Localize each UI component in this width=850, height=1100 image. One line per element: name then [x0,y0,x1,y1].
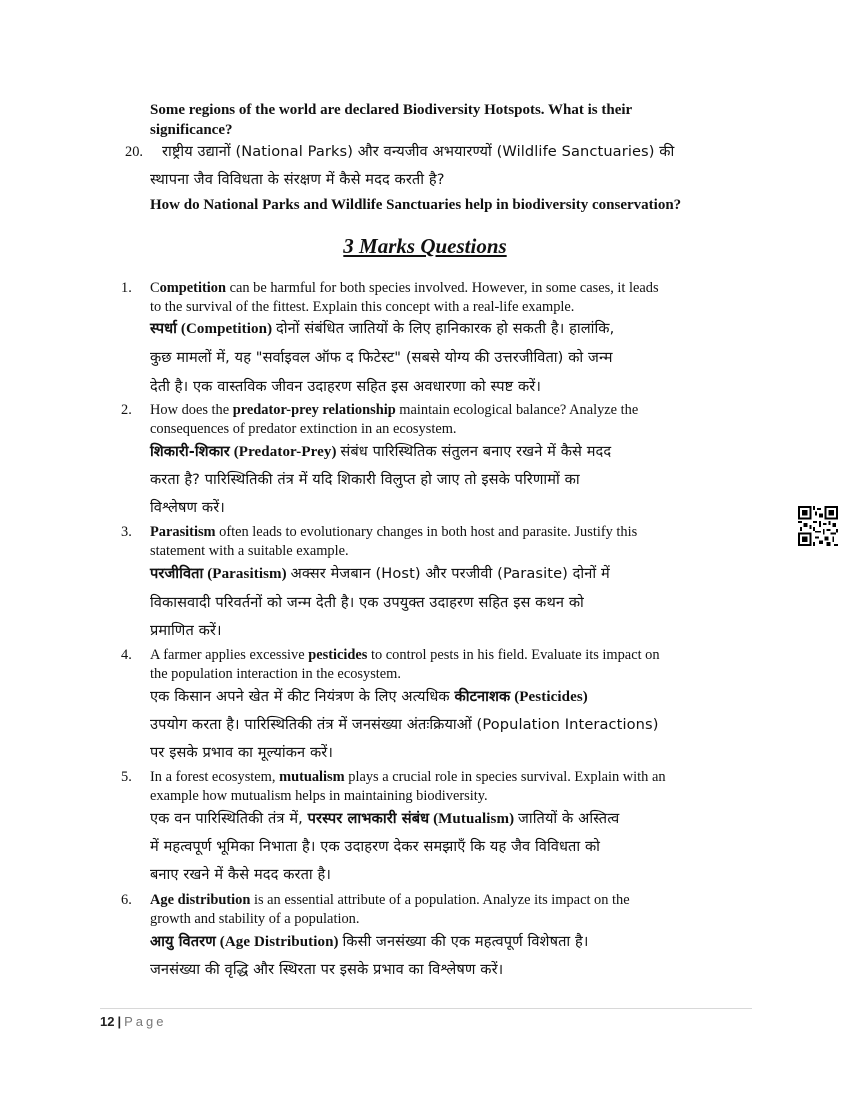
question-english-line: How does the predator-prey relationship maintain ecological balance? Analyze the [150,402,639,418]
page-number: 12 [100,1014,115,1029]
question-english-line: consequences of predator extinction in an ecosystem. [150,421,457,437]
question-hindi-line: में महत्वपूर्ण भूमिका निभाता है। एक उदाहरण देकर समझाएँ कि यह जैव विविधता को [150,838,601,855]
question-english-line: to the survival of the fittest. Explain this concept with a real-life example. [150,299,575,315]
question-hindi-line: जनसंख्या की वृद्धि और स्थिरता पर इसके प्रभाव का विश्लेषण करें। [150,961,504,978]
question-english-line: Competition can be harmful for both species involved. However, in some cases, it leads [150,280,659,296]
page-footer [100,1014,166,1029]
question-number: 6. [121,892,132,908]
q20-hindi-line: राष्ट्रीय उद्यानों (National Parks) और वन्यजीव अभयारण्यों (Wildlife Sanctuaries) की [162,143,675,160]
page-label: Page [124,1014,167,1029]
question-english-line: example how mutualism helps in maintaining biodiversity. [150,788,488,804]
question-hindi-line: कुछ मामलों में, यह "सर्वाइवल ऑफ द फिटेस्ट" (सबसे योग्य की उत्तरजीविता) को जन्म [150,349,613,366]
question-number: 5. [121,769,132,785]
q19-english-line: significance? [150,122,233,138]
question-hindi-line: देती है। एक वास्तविक जीवन उदाहरण सहित इस अवधारणा को स्पष्ट करें। [150,378,541,395]
question-english-line: A farmer applies excessive pesticides to control pests in his field. Evaluate its impact on [150,647,660,663]
q20-hindi-line: स्थापना जैव विविधता के संरक्षण में कैसे मदद करती है? [150,171,445,188]
question-hindi-line: परजीविता (Parasitism) अक्सर मेजबान (Host) और परजीवी (Parasite) दोनों में [150,565,610,582]
question-hindi-line: एक वन पारिस्थितिकी तंत्र में, परस्पर लाभकारी संबंध (Mutualism) जातियों के अस्तित्व [150,810,620,827]
question-hindi-line: प्रमाणित करें। [150,622,222,639]
question-english-line: statement with a suitable example. [150,543,349,559]
question-number: 2. [121,402,132,418]
question-number: 4. [121,647,132,663]
question-number: 1. [121,280,132,296]
question-hindi-line: शिकारी-शिकार (Predator-Prey) संबंध पारिस्थितिक संतुलन बनाए रखने में कैसे मदद [150,443,612,460]
question-english-line: Age distribution is an essential attribute of a population. Analyze its impact on the [150,892,630,908]
question-hindi-line: आयु वितरण (Age Distribution) किसी जनसंख्या की एक महत्वपूर्ण विशेषता है। [150,933,589,950]
question-hindi-line: करता है? पारिस्थितिकी तंत्र में यदि शिकारी विलुप्त हो जाए तो इसके परिणामों का [150,471,580,488]
question-number: 3. [121,524,132,540]
section-heading: 3 Marks Questions [343,234,507,258]
question-english-line: Parasitism often leads to evolutionary changes in both host and parasite. Justify this [150,524,638,540]
qr-code-icon[interactable] [798,506,838,546]
q20-english-line: How do National Parks and Wildlife Sanctuaries help in biodiversity conservation? [150,197,682,213]
question-hindi-line: एक किसान अपने खेत में कीट नियंत्रण के लिए अत्यधिक कीटनाशक (Pesticides) [150,688,588,705]
question-hindi-line: विकासवादी परिवर्तनों को जन्म देती है। एक उपयुक्त उदाहरण सहित इस कथन को [150,594,584,611]
question-number: 20. [125,144,143,160]
question-hindi-line: स्पर्धा (Competition) दोनों संबंधित जातियों के लिए हानिकारक हो सकती है। हालांकि, [150,320,615,337]
question-hindi-line: विश्लेषण करें। [150,499,225,516]
footer-separator: | [117,1014,122,1029]
footer-divider [100,1008,752,1009]
question-hindi-line: पर इसके प्रभाव का मूल्यांकन करें। [150,744,333,761]
question-hindi-line: उपयोग करता है। पारिस्थितिकी तंत्र में जनसंख्या अंतःक्रियाओं (Population Interactions) [150,716,659,733]
question-english-line: In a forest ecosystem, mutualism plays a crucial role in species survival. Explain with an [150,769,666,785]
question-english-line: growth and stability of a population. [150,911,360,927]
question-english-line: the population interaction in the ecosystem. [150,666,401,682]
q19-english-line: Some regions of the world are declared Biodiversity Hotspots. What is their [150,102,633,118]
question-hindi-line: बनाए रखने में कैसे मदद करता है। [150,866,332,883]
